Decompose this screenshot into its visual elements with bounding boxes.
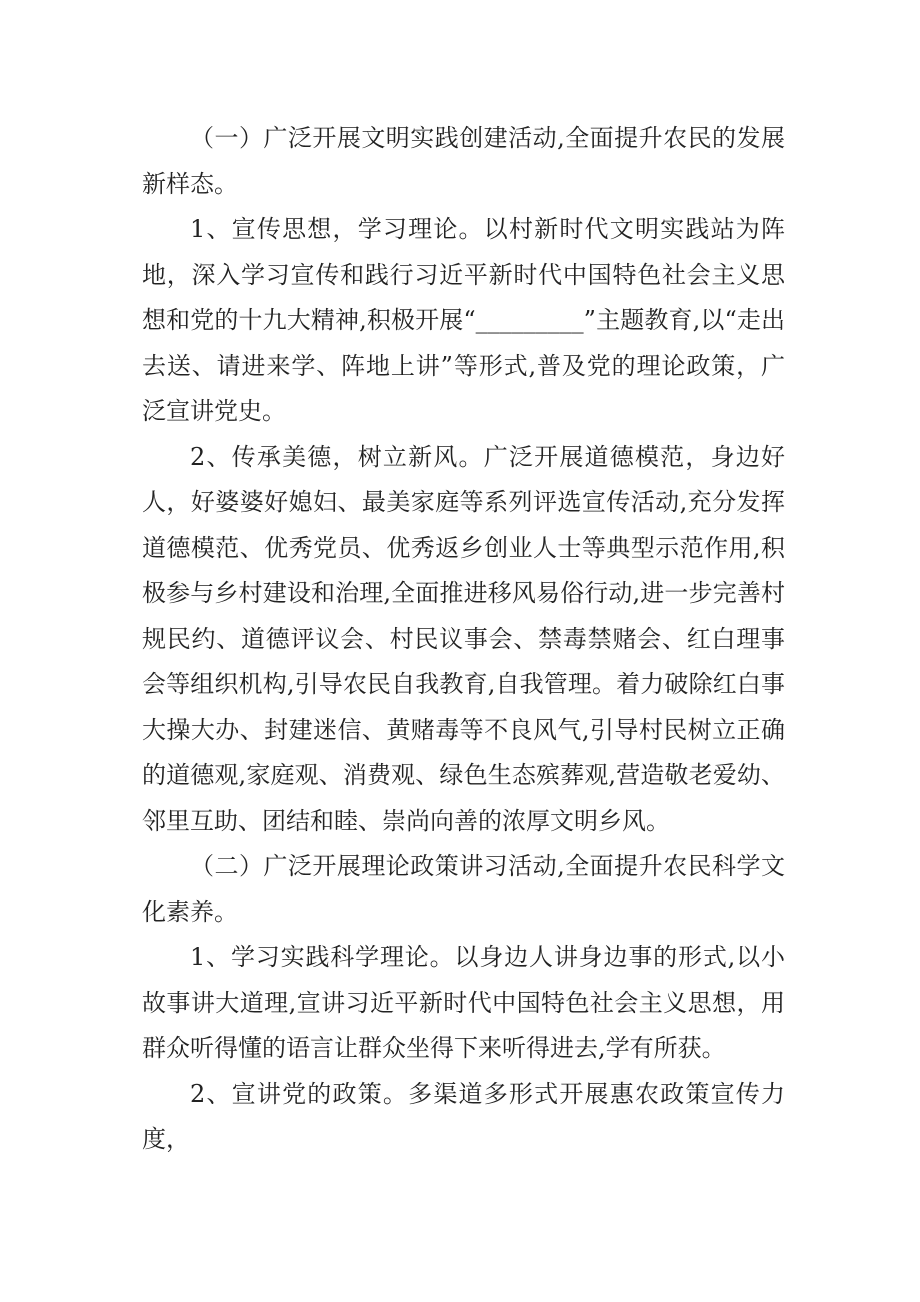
paragraph-scientific-theory: 1、学习实践科学理论。以身边人讲身边事的形式,以小故事讲大道理,宣讲习近平新时代中国特色社会主义思想，用群众听得懂的语言让群众坐得下来听得进去,学有所获。 <box>142 943 785 1062</box>
paragraph-party-policy: 2、宣讲党的政策。多渠道多形式开展惠农政策宣传力度， <box>142 1079 785 1153</box>
section-heading-two: （二）广泛开展理论政策讲习活动,全面提升农民科学文化素养。 <box>142 852 785 926</box>
document-body <box>142 116 785 1163</box>
section-heading-one: （一）广泛开展文明实践创建活动,全面提升农民的发展新样态。 <box>142 124 785 198</box>
paragraph-propaganda-theory: 1、宣传思想，学习理论。以村新时代文明实践站为阵地，深入学习宣传和践行习近平新时代中国特色社会主义思想和党的十九大精神,积极开展“_________”主题教育,以“走出去送、请进来学、阵地上讲”等形式,普及党的理论政策，广泛宣讲党史。 <box>142 215 785 425</box>
paragraph-virtue-new-customs: 2、传承美德，树立新风。广泛开展道德模范，身边好人，好婆婆好媳妇、最美家庭等系列评选宣传活动,充分发挥道德模范、优秀党员、优秀返乡创业人士等典型示范作用,积极参与乡村建设和治理,全面推进移风易俗行动,进一步完善村规民约、道德评议会、村民议事会、禁毒禁赌会、红白理事会等组织机构,引导农民自我教育,自我管理。着力破除红白事大操大办、封建迷信、黄赌毒等不良风气,引导村民树立正确的道德观,家庭观、消费观、绿色生态殡葬观,营造敬老爱幼、邻里互助、团结和睦、崇尚向善的浓厚文明乡风。 <box>142 442 785 835</box>
